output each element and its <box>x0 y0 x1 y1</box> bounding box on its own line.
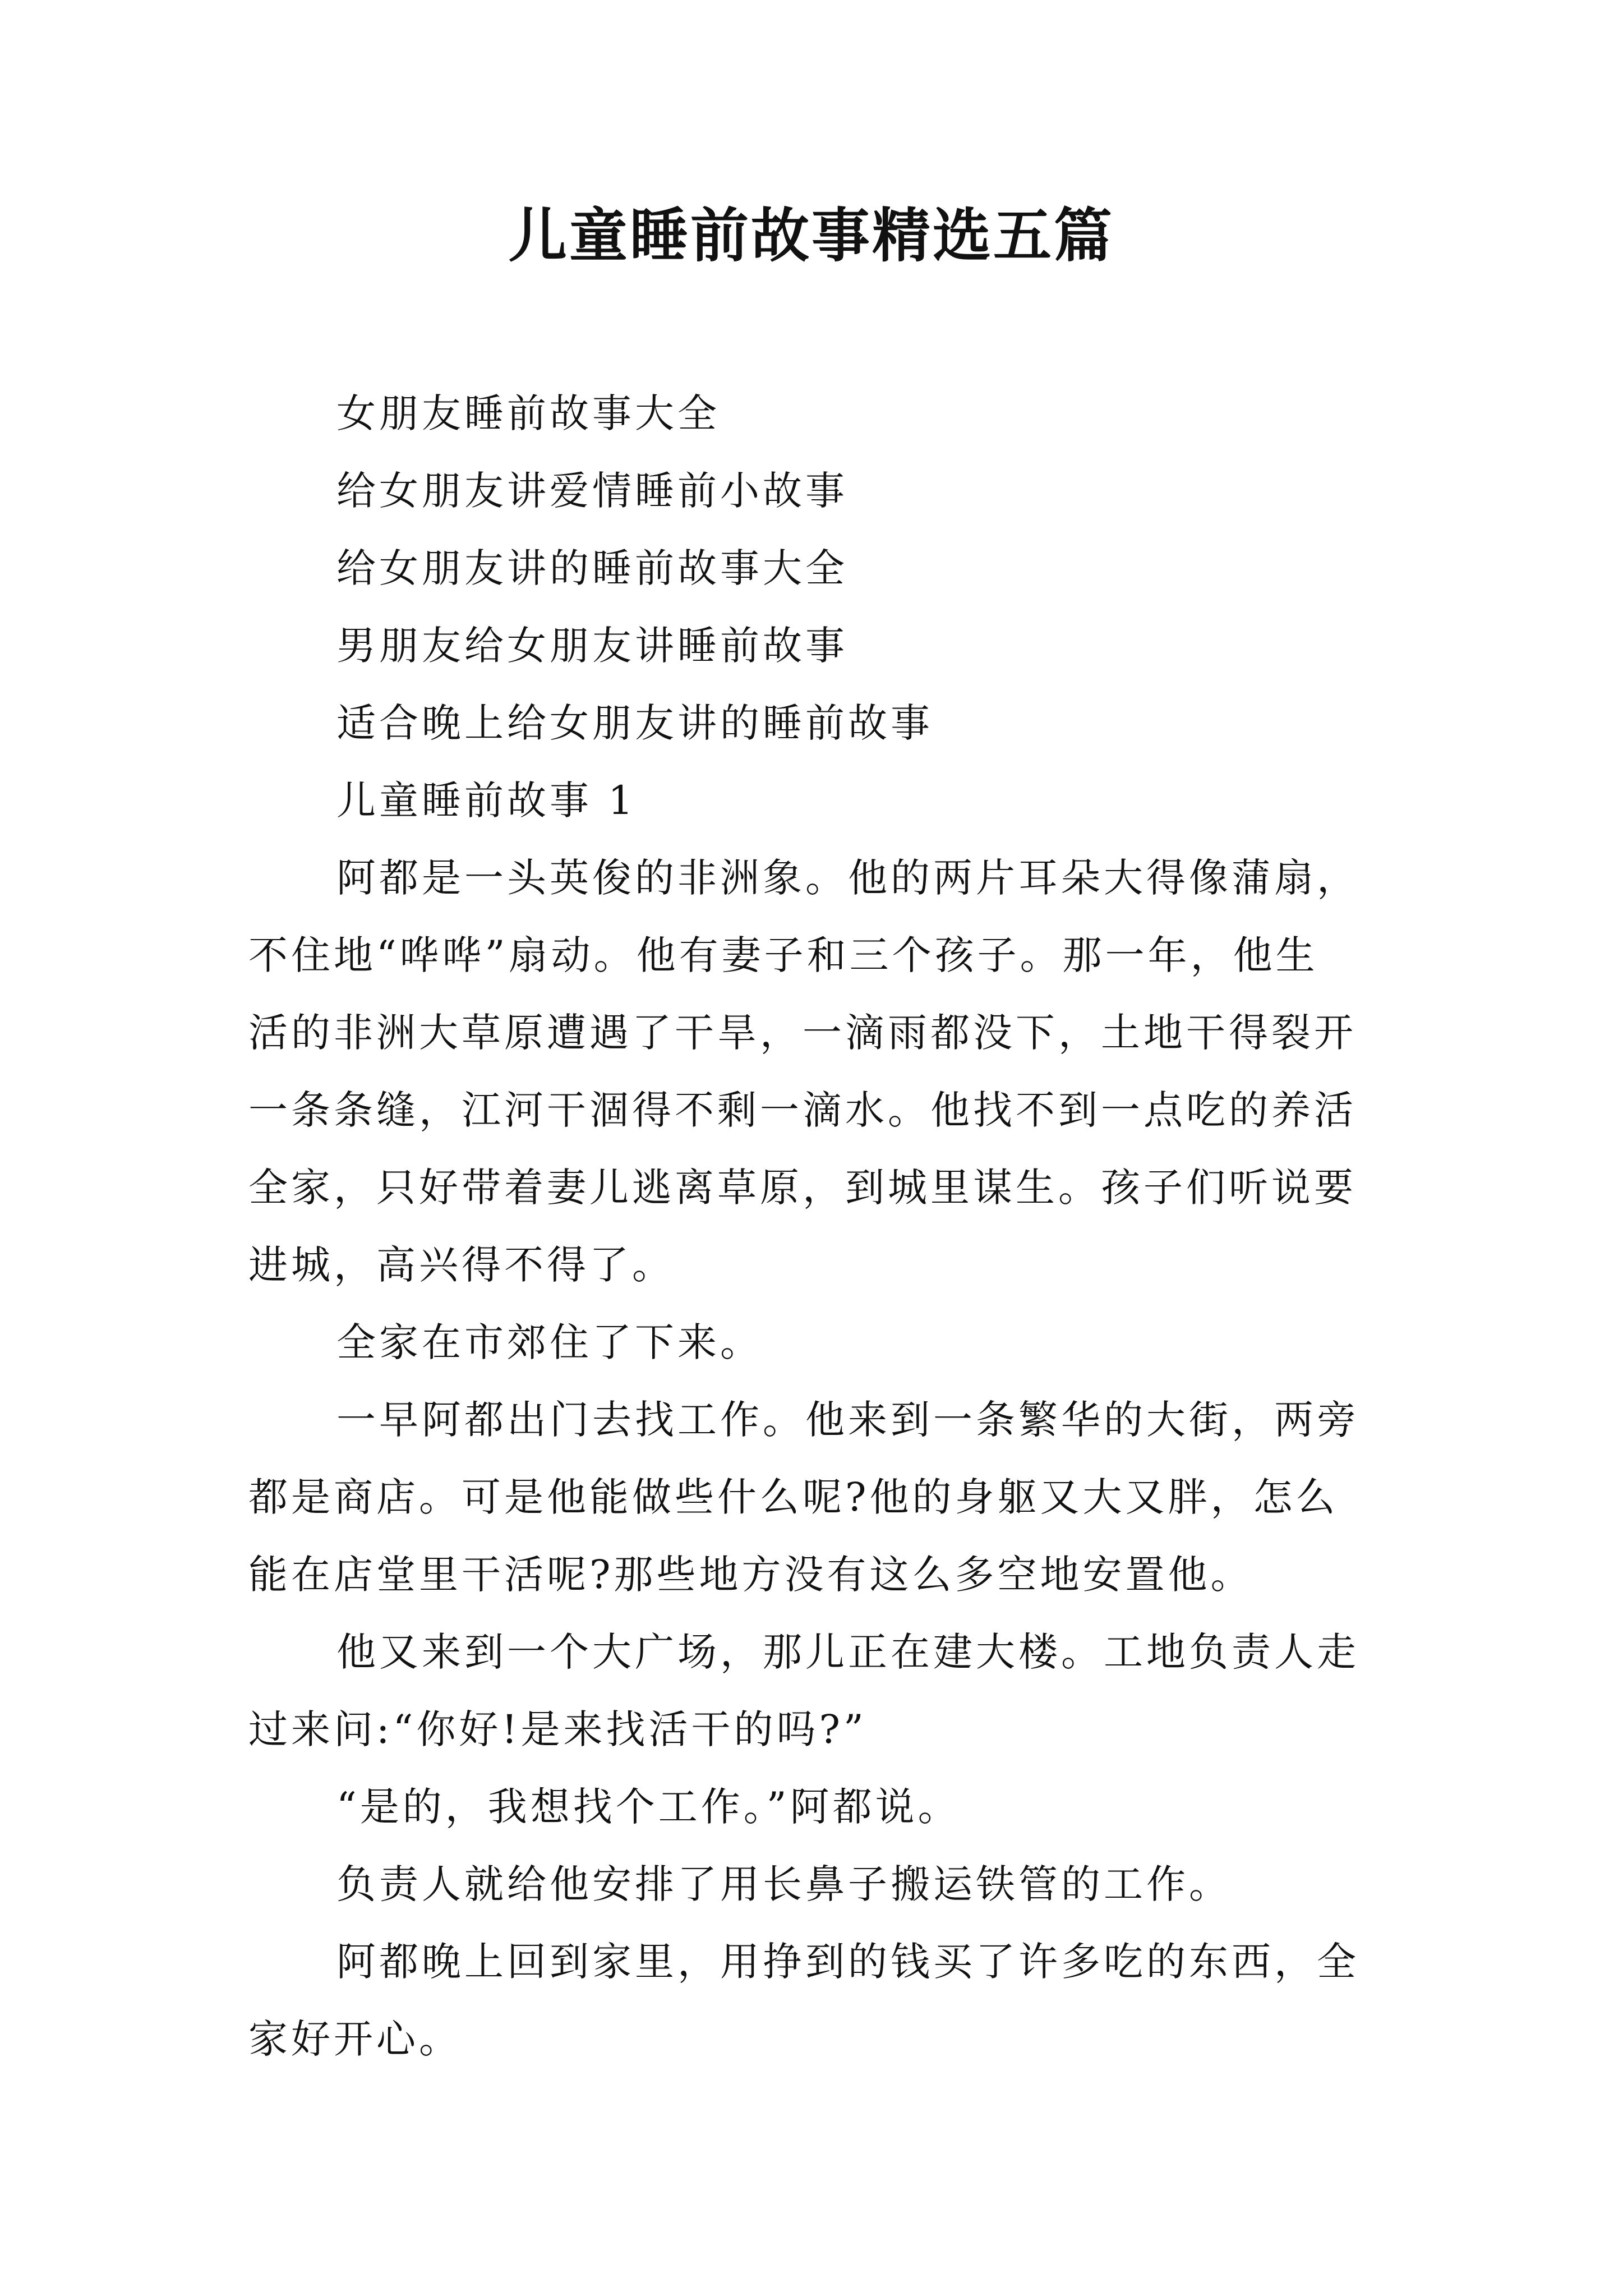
text-line: 进城，高兴得不得了。 <box>248 1242 675 1288</box>
text-line: 适合晚上给女朋友讲的睡前故事 <box>336 700 933 746</box>
document-title: 儿童睡前故事精选五篇 <box>508 201 1114 270</box>
text-line: 家好开心。 <box>248 2016 462 2062</box>
text-line: 给女朋友讲爱情睡前小故事 <box>336 468 848 514</box>
text-line: 男朋友给女朋友讲睡前故事 <box>336 623 848 669</box>
text-line: 负责人就给他安排了用长鼻子搬运铁管的工作。 <box>336 1861 1232 1907</box>
text-line: 给女朋友讲的睡前故事大全 <box>336 545 848 591</box>
text-line: 阿都是一头英俊的非洲象。他的两片耳朵大得像蒲扇， <box>336 855 1359 901</box>
text-line: 不住地“哗哗”扇动。他有妻子和三个孩子。那一年，他生 <box>248 932 1318 978</box>
document-body <box>248 375 1387 2078</box>
text-line: 能在店堂里干活呢?那些地方没有这么多空地安置他。 <box>248 1552 1253 1598</box>
text-line: 全家在市郊住了下来。 <box>336 1319 763 1365</box>
text-line: 都是商店。可是他能做些什么呢?他的身躯又大又胖，怎么 <box>248 1474 1339 1520</box>
section-heading: 儿童睡前故事 1 <box>336 777 637 823</box>
text-line: 一早阿都出门去找工作。他来到一条繁华的大街，两旁 <box>336 1397 1359 1443</box>
text-line: “是的，我想找个工作。”阿都说。 <box>336 1784 961 1830</box>
text-line: 过来问:“你好!是来找活干的吗?” <box>248 1706 867 1752</box>
text-line: 活的非洲大草原遭遇了干旱，一滴雨都没下，土地干得裂开 <box>248 1010 1357 1056</box>
text-line: 女朋友睡前故事大全 <box>336 390 720 436</box>
text-line: 一条条缝，江河干涸得不剩一滴水。他找不到一点吃的养活 <box>248 1087 1357 1133</box>
text-line: 他又来到一个大广场，那儿正在建大楼。工地负责人走 <box>336 1629 1359 1675</box>
text-line: 全家，只好带着妻儿逃离草原，到城里谋生。孩子们听说要 <box>248 1165 1357 1211</box>
text-line: 阿都晚上回到家里，用挣到的钱买了许多吃的东西，全 <box>336 1939 1359 1985</box>
